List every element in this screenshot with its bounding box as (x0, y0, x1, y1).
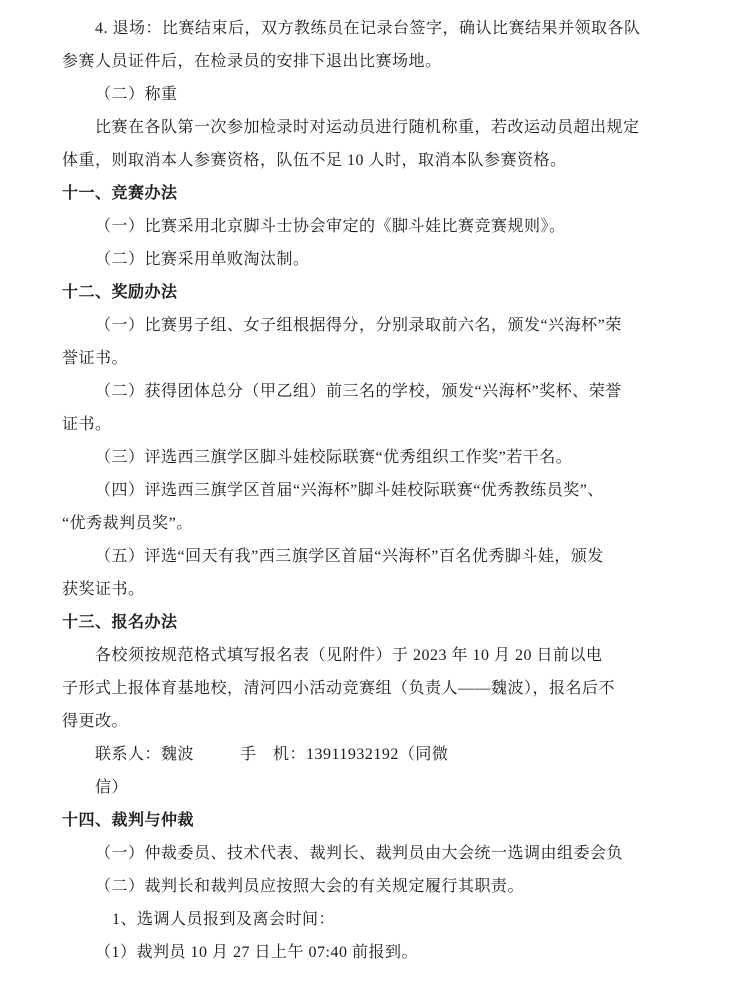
contact-person-label: 联系人：魏波 (95, 746, 195, 763)
section-heading: 十一、竞赛办法 (62, 185, 178, 202)
section-heading: 十四、裁判与仲裁 (62, 812, 195, 829)
text-line: （一）比赛采用北京脚斗士协会审定的《脚斗娃比赛竞赛规则》。 (95, 218, 566, 235)
text-line: 获奖证书。 (62, 581, 145, 598)
text-line: 体重，则取消本人参赛资格，队伍不足 10 人时，取消本队参赛资格。 (62, 152, 567, 169)
text-line: （二）裁判长和裁判员应按照大会的有关规定履行其职责。 (95, 878, 525, 895)
text-line: （一）比赛男子组、女子组根据得分，分别录取前六名，颁发“兴海杯”荣 (95, 317, 622, 334)
text-line: 信） (95, 779, 129, 796)
contact-line (62, 738, 690, 771)
text-line: 各校须按规范格式填写报名表（见附件）于 2023 年 10 月 20 日前以电 (95, 647, 603, 664)
text-line: 得更改。 (62, 713, 129, 730)
text-line: （三）评选西三旗学区脚斗娃校际联赛“优秀组织工作奖”若干名。 (95, 449, 573, 466)
section-heading: 十三、报名办法 (62, 614, 178, 631)
text-line: 子形式上报体育基地校，清河四小活动竞赛组（负责人——魏波），报名后不 (62, 680, 616, 697)
text-line: 1、选调人员报到及离会时间： (112, 911, 336, 928)
section-heading: 十二、奖励办法 (62, 284, 178, 301)
text-line: 誉证书。 (62, 350, 129, 367)
text-line: （1）裁判员 10 月 27 日上午 07:40 前报到。 (95, 944, 418, 961)
text-line: （二）获得团体总分（甲乙组）前三名的学校，颁发“兴海杯”奖杯、荣誉 (95, 383, 622, 400)
text-line: （一）仲裁委员、技术代表、裁判长、裁判员由大会统一选调由组委会负 (95, 845, 624, 862)
text-line: “优秀裁判员奖”。 (62, 515, 193, 532)
text-line: （五）评选“回天有我”西三旗学区首届“兴海杯”百名优秀脚斗娃，颁发 (95, 548, 604, 565)
text-line: （二）称重 (95, 86, 178, 103)
text-line: （二）比赛采用单败淘汰制。 (95, 251, 310, 268)
text-line: （四）评选西三旗学区首届“兴海杯”脚斗娃校际联赛“优秀教练员奖”、 (95, 482, 604, 499)
contact-phone-label: 手 机：13911932192（同微 (240, 746, 449, 763)
text-line: 比赛在各队第一次参加检录时对运动员进行随机称重，若改运动员超出规定 (95, 119, 640, 136)
text-line: 参赛人员证件后，在检录员的安排下退出比赛场地。 (62, 53, 442, 70)
text-line: 证书。 (62, 416, 112, 433)
text-line: 4. 退场：比赛结束后，双方教练员在记录台签字，确认比赛结果并领取各队 (95, 20, 641, 37)
